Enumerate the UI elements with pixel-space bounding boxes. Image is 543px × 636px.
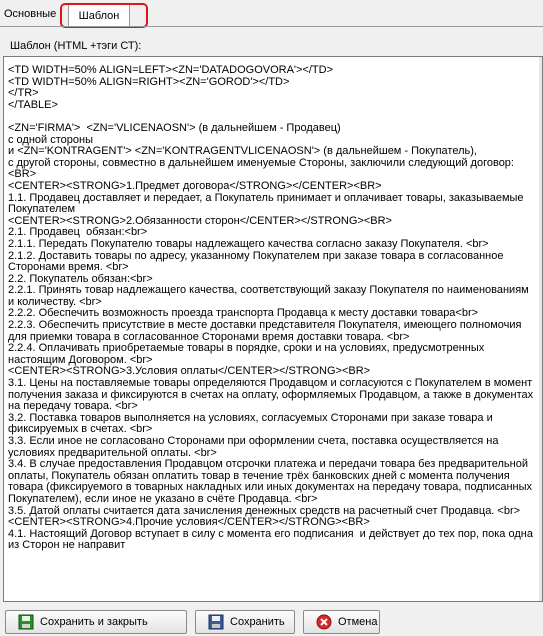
save-button[interactable] xyxy=(195,610,295,634)
save-icon xyxy=(208,614,224,630)
tab-bar xyxy=(0,0,543,31)
cancel-icon xyxy=(316,614,332,630)
button-bar xyxy=(0,606,543,636)
tab-template[interactable]: Шаблон xyxy=(68,4,130,27)
template-text[interactable]: <TD WIDTH=50% ALIGN=LEFT><ZN='DATADOGOVORA'></TD> <TD WIDTH=50% ALIGN=RIGHT><ZN='GOROD'></TD> </TR> </TABLE> <ZN='FIRMA'> <ZN='VLICENAOSN'> (в дальнейшем - Продавец) с одной стороны и <ZN='KONTRAGENT'> <ZN='KONTRAGENTVLICENAOSN'> (в дальнейшем - Покупатель), с другой стороны, совместно в дальнейшем именуемые Стороны, заключили следующий договор:<BR> <CENTER><STRONG>1.Предмет договора</STRONG></CENTER><BR> 1.1. Продавец доставляет и передает, а Покупатель принимает и оплачивает товары, заказываемые Покупателем <CENTER><STRONG>2.Обязанности сторон</CENTER></STRONG><BR> 2.1. Продавец обязан:<br> 2.1.1. Передать Покупателю товары надлежащего качества согласно заказу Покупателя. <br> 2.1.2. Доставить товары по адресу, указанному Покупателем при заказе товара в согласованное Сторонами время. <br> 2.2. Покупатель обязан:<br> 2.2.1. Принять товар надлежащего качества, соответствующий заказу Покупателя по наименованиям и количеству. <br> 2.2.2. Обеспечить возможность проезда транспорта Продавца к месту доставки товара<br> 2.2.3. Обеспечить присутствие в месте доставки представителя Покупателя, имеющего полномочия для приемки товара в согласованное Сторонами время доставки товара. <br> 2.2.4. Оплачивать приобретаемые товары в порядке, сроки и на условиях, предусмотренных настоящим Договором. <br> <CENTER><STRONG>3.Условия оплаты</CENTER></STRONG><BR> 3.1. Цены на поставляемые товары определяются Продавцом и согласуются с Покупателем в момент получения заказа и фиксируются в счетах на оплату, оформляемых Продавцом, а также в документах на передачу товара. <br> 3.2. Поставка товаров выполняется на условиях, согласуемых Сторонами при заказе товара и фиксируемых в счетах. <br> 3.3. Если иное не согласовано Сторонами при оформлении счета, поставка осуществляется на условиях предварительной оплаты. <br> 3.4. В случае предоставления Продавцом отсрочки платежа и передачи товара без предварительной оплаты, Покупатель обязан оплатить товар в течение трёх банковских дней с момента получения товара (фиксируемого в товарных накладных или иных документах на передачу товара, подписанных Покупателем), если иное не указано в счёте Продавца. <br> 3.5. Датой оплаты считается дата зачисления денежных средств на расчетный счет Продавца. <br> <CENTER><STRONG>4.Прочие условия</CENTER></STRONG><BR> 4.1. Настоящий Договор вступает в силу с момента его подписания и действует до тех пор, пока одна из Сторон не направит xyxy=(8,64,534,552)
template-editor[interactable] xyxy=(3,56,543,602)
save-and-close-label: Сохранить и закрыть xyxy=(40,616,148,628)
editor-scrollbar[interactable] xyxy=(539,57,542,601)
save-label: Сохранить xyxy=(230,616,285,628)
save-and-close-button[interactable] xyxy=(5,610,187,634)
cancel-label: Отмена xyxy=(338,616,378,628)
save-close-icon xyxy=(18,614,34,630)
cancel-button[interactable] xyxy=(303,610,380,634)
tab-highlight-outline xyxy=(60,3,148,28)
tab-divider xyxy=(0,26,543,27)
template-field-label: Шаблон (HTML +тэги СТ): xyxy=(10,40,142,52)
tab-basic[interactable]: Основные xyxy=(4,8,57,20)
